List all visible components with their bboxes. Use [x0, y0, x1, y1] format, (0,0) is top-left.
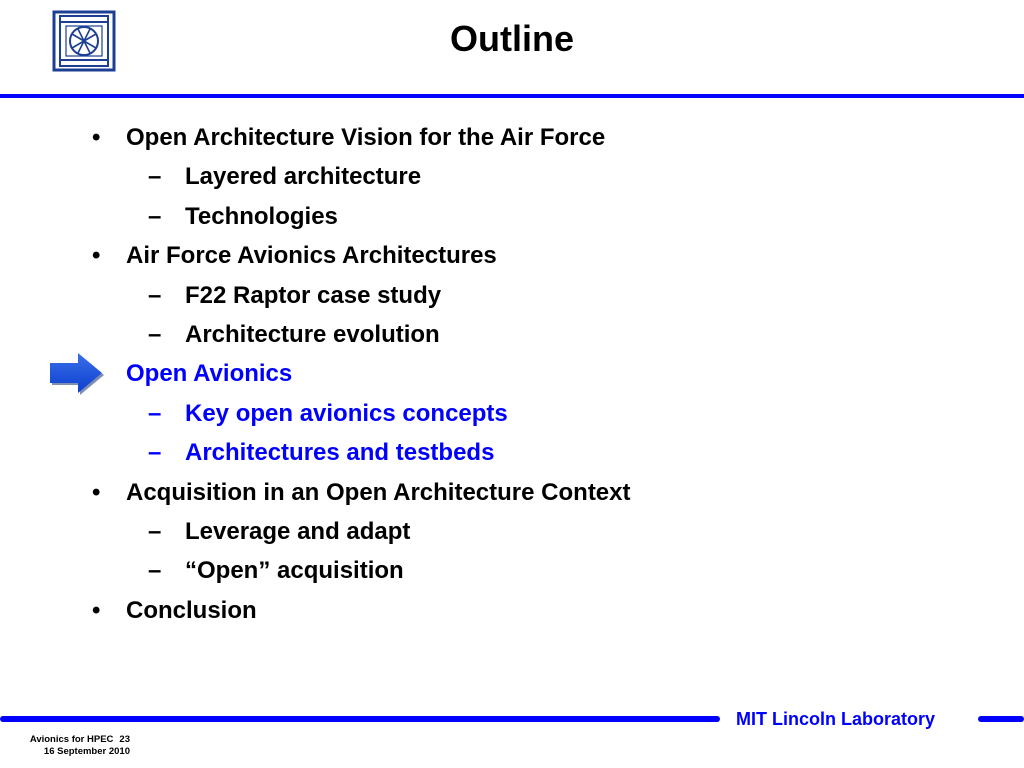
list-item	[0, 354, 1024, 393]
list-marker: –	[148, 163, 162, 191]
list-item	[0, 394, 1024, 433]
slide-title: Outline	[450, 18, 574, 59]
list-item-text: Open Architecture Vision for the Air Force	[126, 124, 606, 151]
list-item-text: Conclusion	[126, 596, 257, 624]
list-marker: •	[92, 242, 101, 270]
list-marker: •	[92, 596, 101, 624]
list-marker: –	[148, 557, 162, 585]
list-item	[0, 591, 1024, 630]
list-marker: –	[148, 202, 162, 230]
list-marker: –	[148, 439, 162, 467]
slide-footer-info	[10, 734, 130, 758]
list-item-text: “Open” acquisition	[185, 557, 404, 585]
list-item-text: Technologies	[185, 202, 338, 230]
list-marker: –	[148, 517, 162, 545]
list-item	[0, 512, 1024, 551]
list-item-text: Key open avionics concepts	[185, 399, 508, 427]
lab-name: MIT Lincoln Laboratory	[736, 709, 936, 729]
slide-date: 16 September 2010	[43, 746, 130, 757]
list-item-text: Architecture evolution	[185, 320, 440, 348]
list-item-text: Acquisition in an Open Architecture Context	[126, 478, 631, 506]
list-marker: –	[148, 320, 162, 348]
outline-list	[0, 118, 1024, 630]
list-item	[0, 197, 1024, 236]
list-item	[0, 157, 1024, 196]
list-item	[0, 276, 1024, 315]
deck-name: Avionics for HPEC	[29, 734, 114, 745]
list-item-text: F22 Raptor case study	[185, 281, 442, 309]
list-item-text: Air Force Avionics Architectures	[126, 242, 497, 270]
list-item	[0, 433, 1024, 472]
list-marker: –	[148, 399, 162, 427]
footer-divider-right	[978, 716, 1024, 722]
list-item	[0, 551, 1024, 590]
list-item	[0, 473, 1024, 512]
list-item-text: Leverage and adapt	[185, 517, 411, 545]
list-item-text: Architectures and testbeds	[185, 439, 495, 467]
list-marker: –	[148, 281, 162, 309]
list-marker: •	[92, 124, 101, 151]
list-item	[0, 118, 1024, 157]
list-item-text: Layered architecture	[185, 163, 422, 191]
list-item	[0, 236, 1024, 275]
footer-divider-left	[0, 716, 720, 722]
page-number: 23	[119, 734, 130, 745]
list-item	[0, 315, 1024, 354]
header-divider	[0, 94, 1024, 98]
list-item-text: Open Avionics	[126, 360, 293, 388]
list-marker: •	[92, 478, 101, 506]
